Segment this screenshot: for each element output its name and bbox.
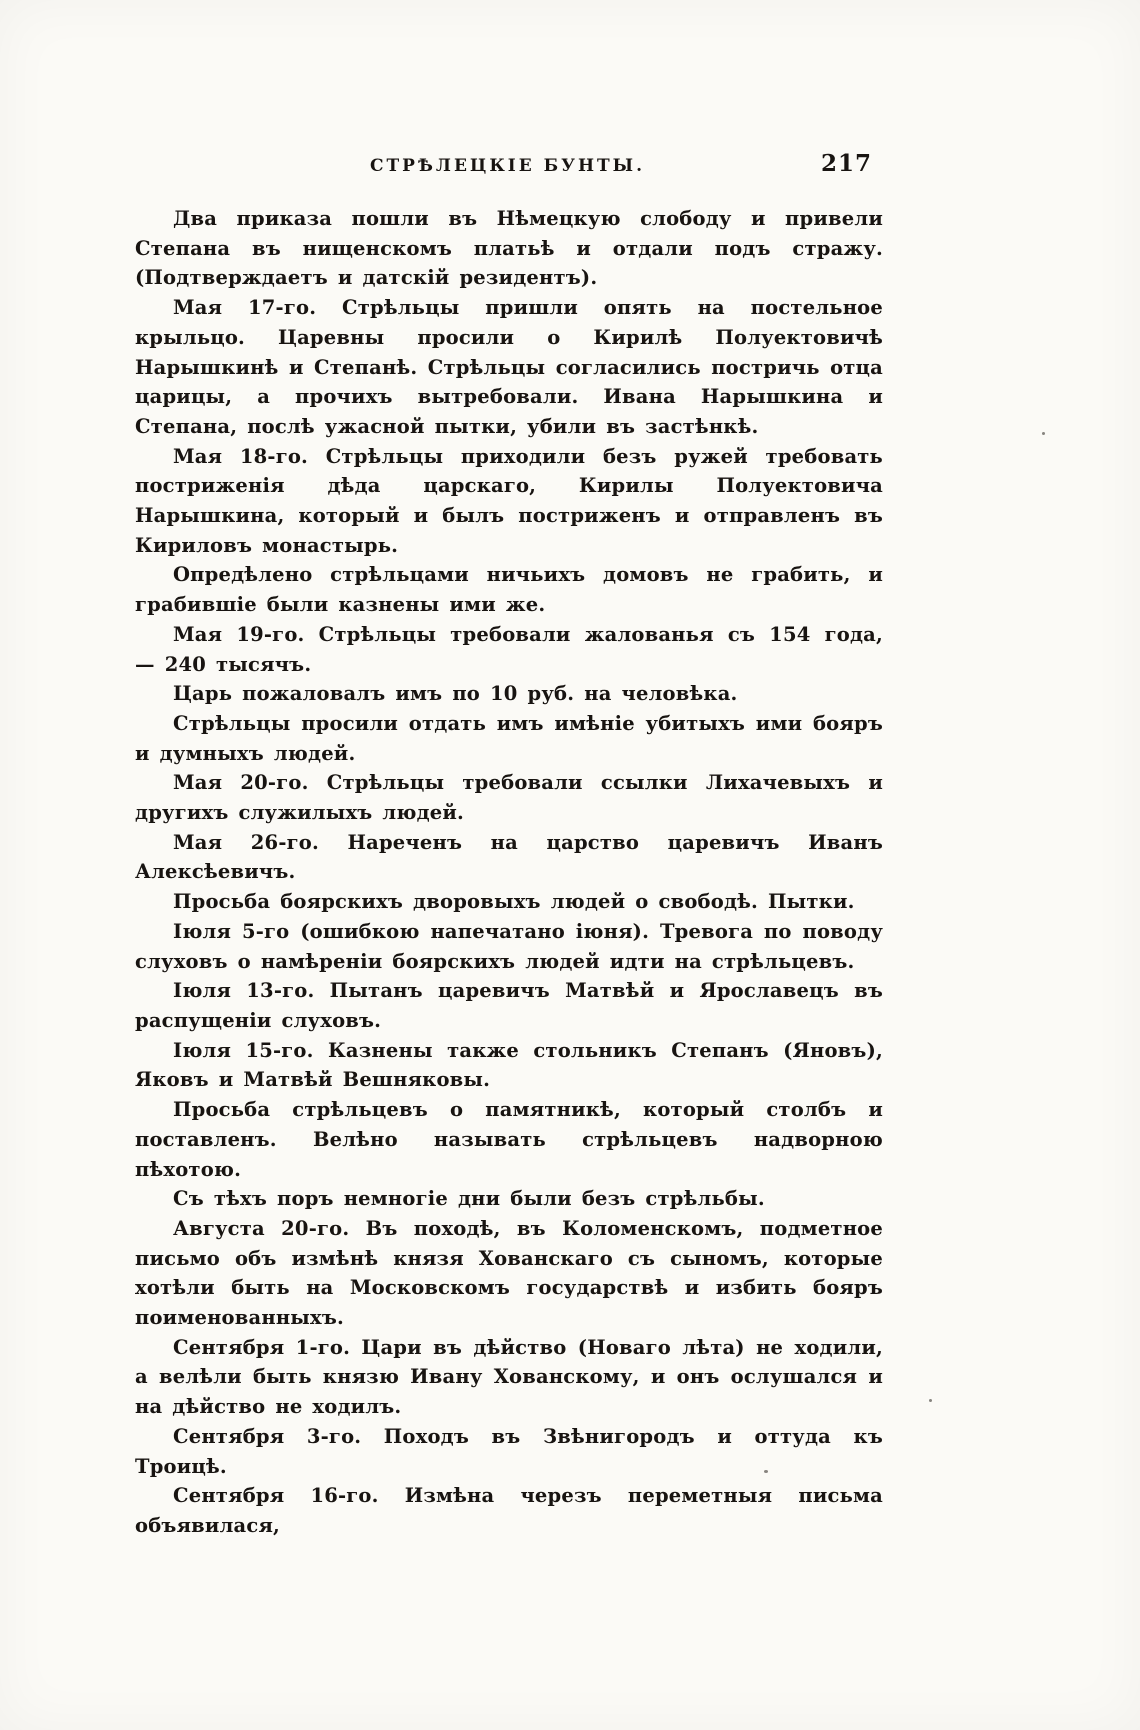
paragraph: Іюля 5-го (ошибкою напечатано іюня). Тревога по поводу слуховъ о намѣреніи боярскихъ людей идти на стрѣльцевъ. <box>135 919 883 973</box>
paragraph: Сентября 3-го. Походъ въ Звѣнигородъ и оттуда къ Троицѣ. <box>135 1424 883 1478</box>
paragraph: Мая 26-го. Нареченъ на царство царевичъ Иванъ Алексѣевичъ. <box>135 830 883 884</box>
paragraph: Августа 20-го. Въ походѣ, въ Коломенскомъ, подметное письмо объ измѣнѣ князя Хованскаго съ сыномъ, которые хотѣли быть на Московскомъ государствѣ и избить бояръ поименованныхъ. <box>135 1216 883 1330</box>
text-body <box>135 204 883 1541</box>
paragraph: Съ тѣхъ поръ немногіе дни были безъ стрѣльбы. <box>173 1187 765 1211</box>
page-number: 217 <box>820 150 872 177</box>
paragraph: Царь пожаловалъ имъ по 10 руб. на человѣка. <box>173 682 738 706</box>
scan-speck <box>1042 432 1045 435</box>
scan-speck <box>764 1470 768 1473</box>
page-header <box>135 150 880 184</box>
paragraph: Два приказа пошли въ Нѣмецкую слободу и привели Степана въ нищенскомъ платьѣ и отдали подъ стражу. (Подтверждаетъ и датскій резидентъ). <box>135 207 883 290</box>
paragraph: Іюля 15-го. Казнены также стольникъ Степанъ (Яновъ), Яковъ и Матвѣй Вешняковы. <box>135 1038 883 1092</box>
paragraph: Стрѣльцы просили отдать имъ имѣніе убитыхъ ими бояръ и думныхъ людей. <box>135 711 883 765</box>
paragraph: Просьба боярскихъ дворовыхъ людей о свободѣ. Пытки. <box>173 890 855 914</box>
paragraph: Просьба стрѣльцевъ о памятникѣ, который столбъ и поставленъ. Велѣно называть стрѣльцевъ надворною пѣхотою. <box>135 1098 883 1181</box>
paragraph: Мая 18-го. Стрѣльцы приходили безъ ружей требовать постриженія дѣда царскаго, Кирилы Полуектовича Нарышкина, который и былъ постриженъ и отправленъ въ Кириловъ монастырь. <box>135 444 883 557</box>
running-title: СТРѢЛЕЦКІЕ БУНТЫ. <box>369 156 646 176</box>
paragraph: Мая 20-го. Стрѣльцы требовали ссылки Лихачевыхъ и другихъ служилыхъ людей. <box>135 771 883 825</box>
paragraph: Мая 19-го. Стрѣльцы требовали жалованья съ 154 года, — 240 тысячъ. <box>135 622 883 676</box>
paragraph: Мая 17-го. Стрѣльцы пришли опять на постельное крыльцо. Царевны просили о Кирилѣ Полуектовичѣ Нарышкинѣ и Степанѣ. Стрѣльцы согласились постричь отца царицы, а прочихъ вытребовали. Ивана Нарышкина и Степана, послѣ ужасной пытки, убили въ застѣнкѣ. <box>135 296 883 438</box>
scan-speck <box>929 1399 932 1402</box>
paragraph: Сентября 16-го. Измѣна черезъ переметныя письма объявилася, <box>135 1484 883 1537</box>
paragraph: Сентября 1-го. Цари въ дѣйство (Новаго лѣта) не ходили, а велѣли быть князю Ивану Хованскому, и онъ ослушался и на дѣйство не ходилъ. <box>135 1335 883 1419</box>
paragraph: Іюля 13-го. Пытанъ царевичъ Матвѣй и Ярославецъ въ распущеніи слуховъ. <box>135 979 883 1032</box>
paragraph: Опредѣлено стрѣльцами ничьихъ домовъ не грабить, и грабившіе были казнены ими же. <box>135 563 883 617</box>
